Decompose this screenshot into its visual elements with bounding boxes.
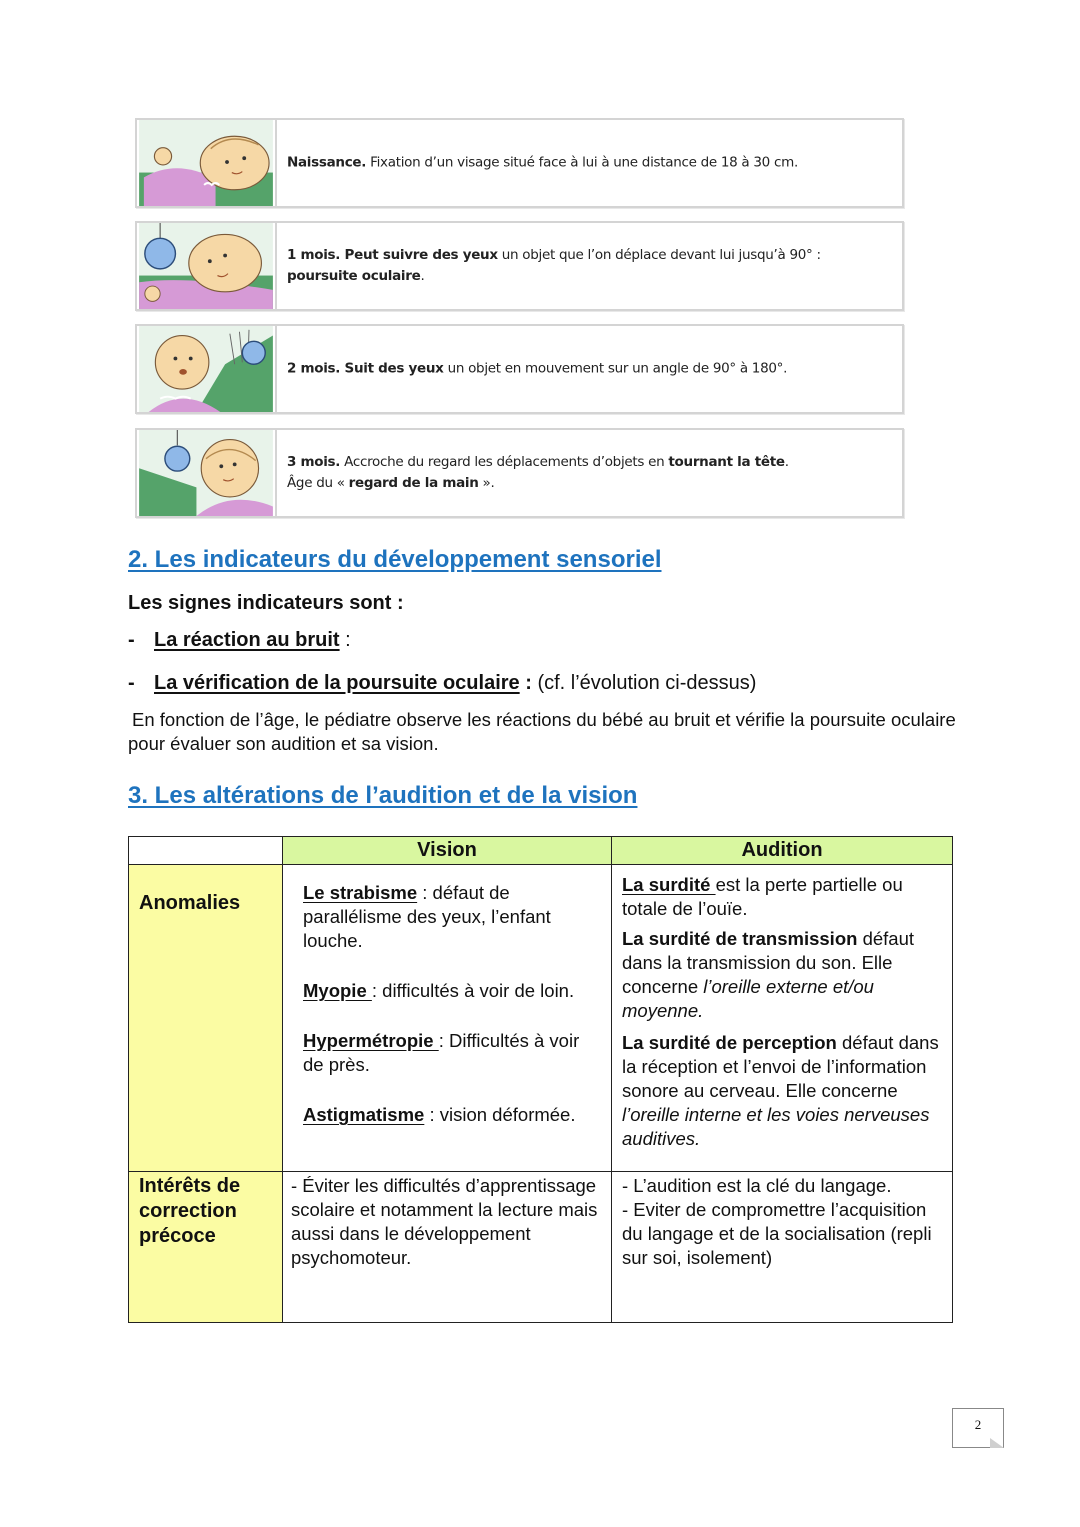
- milestone-row-birth: [135, 118, 904, 208]
- page-curl-icon: [990, 1438, 1004, 1448]
- rowhead-anomalies: Anomalies: [129, 865, 283, 1172]
- baby-turning-head-illustration: [137, 430, 277, 516]
- page-number: 2: [952, 1408, 1004, 1448]
- indicator-ocular-tracking: La vérification de la poursuite oculaire : (cf. l’évolution ci-dessus): [154, 672, 757, 694]
- newborn-illustration: [137, 120, 277, 206]
- bullet-dash: -: [128, 629, 135, 651]
- indicator-noise-reaction: La réaction au bruit :: [154, 629, 351, 651]
- rowhead-interets: Intérêts de correction précoce: [129, 1172, 283, 1323]
- baby-watching-moving-object-illustration: [137, 326, 277, 412]
- milestone-text-birth: Naissance. Fixation d’un visage situé face à lui à une distance de 18 à 30 cm.: [287, 154, 798, 171]
- table-row-interets: [129, 1172, 953, 1323]
- baby-following-ball-illustration: [137, 223, 277, 309]
- section-3-title: 3. Les altérations de l’audition et de la vision: [128, 782, 638, 809]
- vision-myopie: Myopie : difficultés à voir de loin.: [303, 980, 575, 1001]
- vision-hypermetropie: Hypermétropie : Difficultés à voir de près.: [303, 1030, 580, 1075]
- audition-interets-cell: - L’audition est la clé du langage. - Eviter de compromettre l’acquisition du langage et de la socialisation (repli sur soi, isolement): [612, 1172, 953, 1323]
- milestone-text-3-months: 3 mois. Accroche du regard les déplacements d’objets en tournant la tête. Âge du « regard de la main ».: [287, 454, 789, 491]
- audition-surdite-perception: La surdité de perception défaut dans la réception et l’envoi de l’information sonore au cerveau. Elle concerne l’oreille interne et les voies nerveuses auditives.: [622, 1032, 939, 1149]
- header-vision: Vision: [283, 837, 612, 865]
- audition-surdite-transmission: La surdité de transmission défaut dans la transmission du son. Elle concerne l’oreille externe et/ou moyenne.: [622, 928, 915, 1021]
- milestone-row-2-months: [135, 324, 904, 414]
- vision-interets-cell: - Éviter les difficultés d’apprentissage scolaire et notamment la lecture mais aussi dans le développement psychomoteur.: [283, 1172, 612, 1323]
- alterations-table: [128, 836, 953, 1323]
- vision-astigmatisme: Astigmatisme : vision déformée.: [303, 1104, 576, 1125]
- section-2-paragraph: En fonction de l’âge, le pédiatre observe les réactions du bébé au bruit et vérifie la poursuite oculaire pour évaluer son audition et sa vision.: [128, 709, 956, 754]
- table-row-anomalies: [129, 865, 953, 1172]
- milestone-row-3-months: [135, 428, 904, 518]
- table-header-row: [129, 837, 953, 865]
- milestone-text-1-month: 1 mois. Peut suivre des yeux un objet que l’on déplace devant lui jusqu’à 90° : poursuite oculaire.: [287, 247, 821, 284]
- header-audition: Audition: [612, 837, 953, 865]
- milestone-text-2-months: 2 mois. Suit des yeux un objet en mouvement sur un angle de 90° à 180°.: [287, 360, 788, 377]
- audition-surdite: La surdité est la perte partielle ou totale de l’ouïe.: [622, 874, 903, 919]
- section-2-title: 2. Les indicateurs du développement sensoriel: [128, 546, 662, 573]
- audition-anomalies-cell: [612, 865, 953, 1172]
- milestone-row-1-month: [135, 221, 904, 311]
- vision-anomalies-cell: [283, 865, 612, 1172]
- section-2-intro: Les signes indicateurs sont :: [128, 592, 404, 614]
- vision-strabisme: Le strabisme : défaut de parallélisme des yeux, l’enfant louche.: [303, 882, 551, 951]
- table-corner-cell: [129, 837, 283, 865]
- bullet-dash: -: [128, 672, 135, 694]
